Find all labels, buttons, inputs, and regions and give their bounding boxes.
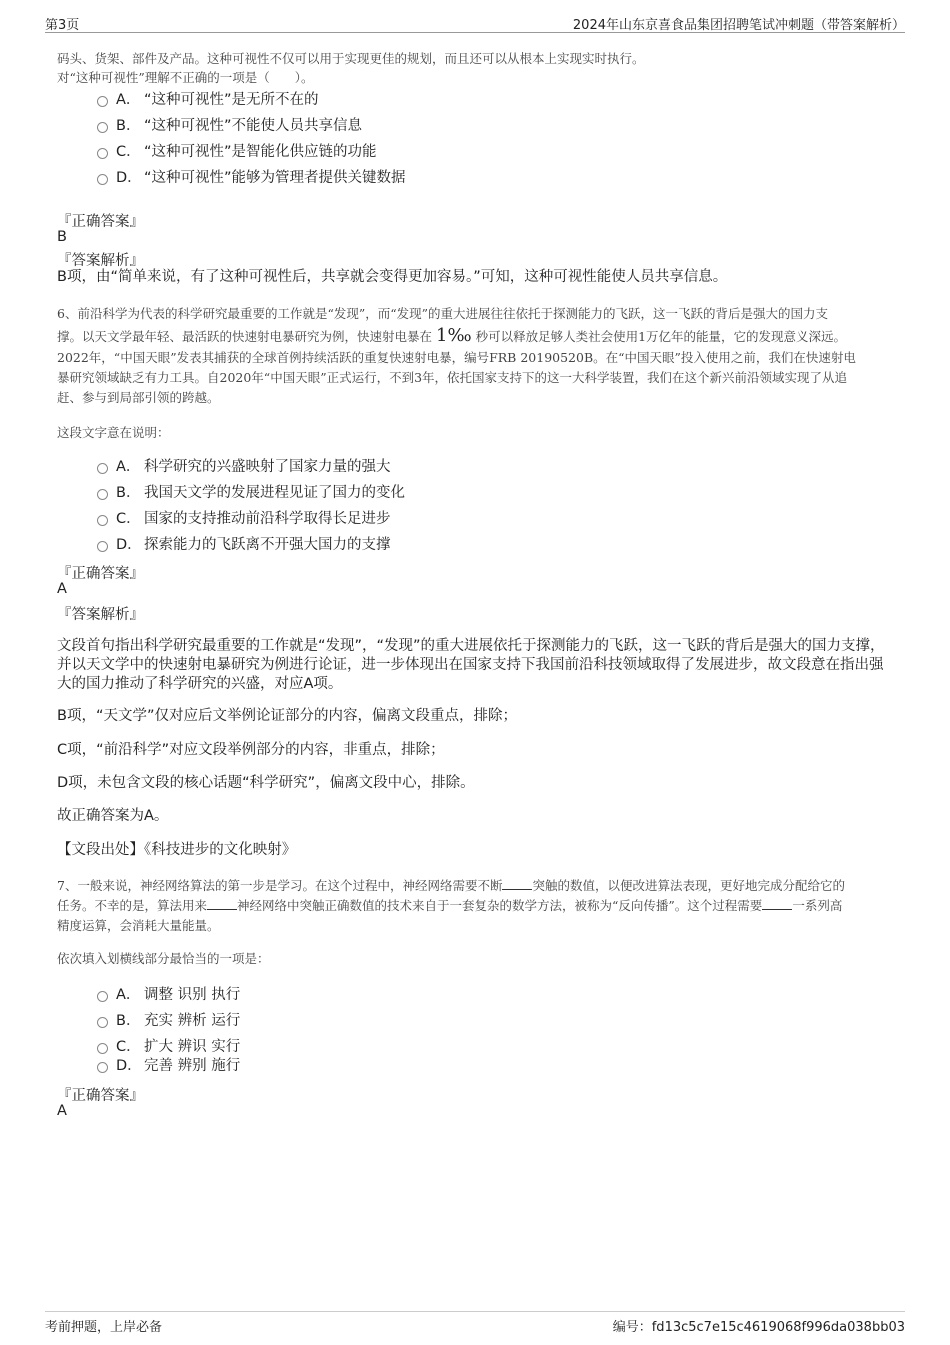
q6-text-line2: 撑。以天文学最年轻、最活跃的快速射电暴研究为例，快速射电暴在 1‰ 秒可以释放足够人类社会使用1万亿年的能量，它的发现意义深远。 xyxy=(57,325,847,346)
q6-option-d[interactable]: D． 探索能力的飞跃离不开强大国力的支撑 xyxy=(97,534,391,556)
q5-answer: B xyxy=(57,229,67,245)
q6-text-line4: 暴研究领域缺乏有力工具。自2020年“中国天眼”正式运行，不到3年，依托国家支持下的这一大科学装置，我们在这个新兴前沿领域实现了从追 xyxy=(57,370,848,385)
q7-option-b[interactable]: B． 充实 辨析 运行 xyxy=(97,1010,240,1032)
q7-text-line2: 任务。不幸的是，算法用来 神经网络中突触正确数值的技术来自于一套复杂的数学方法，被称为“反向传播”。这个过程需要 一系列高 xyxy=(57,898,843,913)
radio-icon[interactable] xyxy=(97,96,108,107)
q7-answer: A xyxy=(57,1103,67,1119)
document-code: 编号：fd13c5c7e15c4619068f996da038bb03 xyxy=(612,1320,905,1335)
page-number: 第3页 xyxy=(45,18,80,33)
q6-source: 【文段出处】《科技进步的文化映射》 xyxy=(57,842,297,858)
q7-answer-label: 『正确答案』 xyxy=(57,1088,144,1104)
radio-icon[interactable] xyxy=(97,515,108,526)
q5-option-b[interactable]: B． “这种可视性”不能使人员共享信息 xyxy=(97,115,362,137)
q5-option-c[interactable]: C． “这种可视性”是智能化供应链的功能 xyxy=(97,141,377,163)
q6-option-a[interactable]: A． 科学研究的兴盛映射了国家力量的强大 xyxy=(97,456,391,478)
radio-icon[interactable] xyxy=(97,991,108,1002)
fill-blank xyxy=(762,897,792,910)
q6-conclusion: 故正确答案为A。 xyxy=(57,808,169,824)
radio-icon[interactable] xyxy=(97,489,108,500)
q6-text-line5: 赶、参与到局部引领的跨越。 xyxy=(57,390,220,405)
q7-option-a[interactable]: A． 调整 识别 执行 xyxy=(97,984,240,1006)
q7-text-line1: 7、一般来说，神经网络算法的第一步是学习。在这个过程中，神经网络需要不断 突触的数值，以便改进算法表现，更好地完成分配给它的 xyxy=(57,878,845,893)
q5-option-a[interactable]: A． “这种可视性”是无所不在的 xyxy=(97,89,319,111)
q7-option-c[interactable]: C． 扩大 辨识 实行 xyxy=(97,1036,240,1058)
radio-icon[interactable] xyxy=(97,174,108,185)
q6-text-line3: 2022年，“中国天眼”发表其捕获的全球首例持续活跃的重复快速射电暴，编号FRB 20190520B。在“中国天眼”投入使用之前，我们在快速射电 xyxy=(57,350,856,365)
q5-analysis-label: 『答案解析』 xyxy=(57,253,144,269)
q7-prompt: 依次填入划横线部分最恰当的一项是： xyxy=(57,951,270,966)
q6-analysis-paragraph: 文段首句指出科学研究最重要的工作就是“发现”，“发现”的重大进展依托于探测能力的飞跃，这一飞跃的背后是强大的国力支撑，并以天文学中的快速射电暴研究为例进行论证，进一步体现出在国家支持下我国前沿科技领域取得了发展进步，故文段意在指出强大的国力推动了科学研究的兴盛，对应A项。 xyxy=(57,638,885,692)
page-header xyxy=(45,14,905,33)
q6-answer-label: 『正确答案』 xyxy=(57,566,144,582)
q6-text-line1: 6、前沿科学为代表的科学研究最重要的工作就是“发现”，而“发现”的重大进展往往依托于探测能力的飞跃，这一飞跃的背后是强大的国力支 xyxy=(57,306,829,321)
footer-slogan: 考前押题，上岸必备 xyxy=(45,1320,163,1335)
q7-option-d[interactable]: D． 完善 辨别 施行 xyxy=(97,1055,240,1077)
radio-icon[interactable] xyxy=(97,122,108,133)
radio-icon[interactable] xyxy=(97,463,108,474)
q6-option-c[interactable]: C． 国家的支持推动前沿科学取得长足进步 xyxy=(97,508,391,530)
q6-analysis-label: 『答案解析』 xyxy=(57,607,144,623)
page-footer xyxy=(45,1311,905,1336)
q5-text-line1: 码头、货架、部件及产品。这种可视性不仅可以用于实现更佳的规划，而且还可以从根本上实现实时执行。 xyxy=(57,51,645,66)
permille-symbol: 1‰ xyxy=(436,325,472,346)
q6-analysis-d: D项，未包含文段的核心话题“科学研究”，偏离文段中心，排除。 xyxy=(57,775,475,791)
radio-icon[interactable] xyxy=(97,1017,108,1028)
q6-answer: A xyxy=(57,581,67,597)
fill-blank xyxy=(207,897,237,910)
radio-icon[interactable] xyxy=(97,541,108,552)
q6-analysis-c: C项，“前沿科学”对应文段举例部分的内容，非重点，排除； xyxy=(57,742,445,758)
radio-icon[interactable] xyxy=(97,1043,108,1054)
fill-blank xyxy=(502,877,532,890)
q5-question: 对“这种可视性”理解不正确的一项是（ ）。 xyxy=(57,70,314,85)
q6-prompt: 这段文字意在说明： xyxy=(57,425,170,440)
q6-analysis-b: B项，“天文学”仅对应后文举例论证部分的内容，偏离文段重点，排除； xyxy=(57,708,517,724)
q5-analysis: B项，由“简单来说，有了这种可视性后，共享就会变得更加容易。”可知，这种可视性能使人员共享信息。 xyxy=(57,269,728,285)
document-title: 2024年山东京喜食品集团招聘笔试冲刺题（带答案解析） xyxy=(572,18,905,33)
radio-icon[interactable] xyxy=(97,148,108,159)
q7-text-line3: 精度运算，会消耗大量能量。 xyxy=(57,918,220,933)
q6-option-b[interactable]: B． 我国天文学的发展进程见证了国力的变化 xyxy=(97,482,405,504)
radio-icon[interactable] xyxy=(97,1062,108,1073)
q5-option-d[interactable]: D． “这种可视性”能够为管理者提供关键数据 xyxy=(97,167,406,189)
q5-answer-label: 『正确答案』 xyxy=(57,214,144,230)
